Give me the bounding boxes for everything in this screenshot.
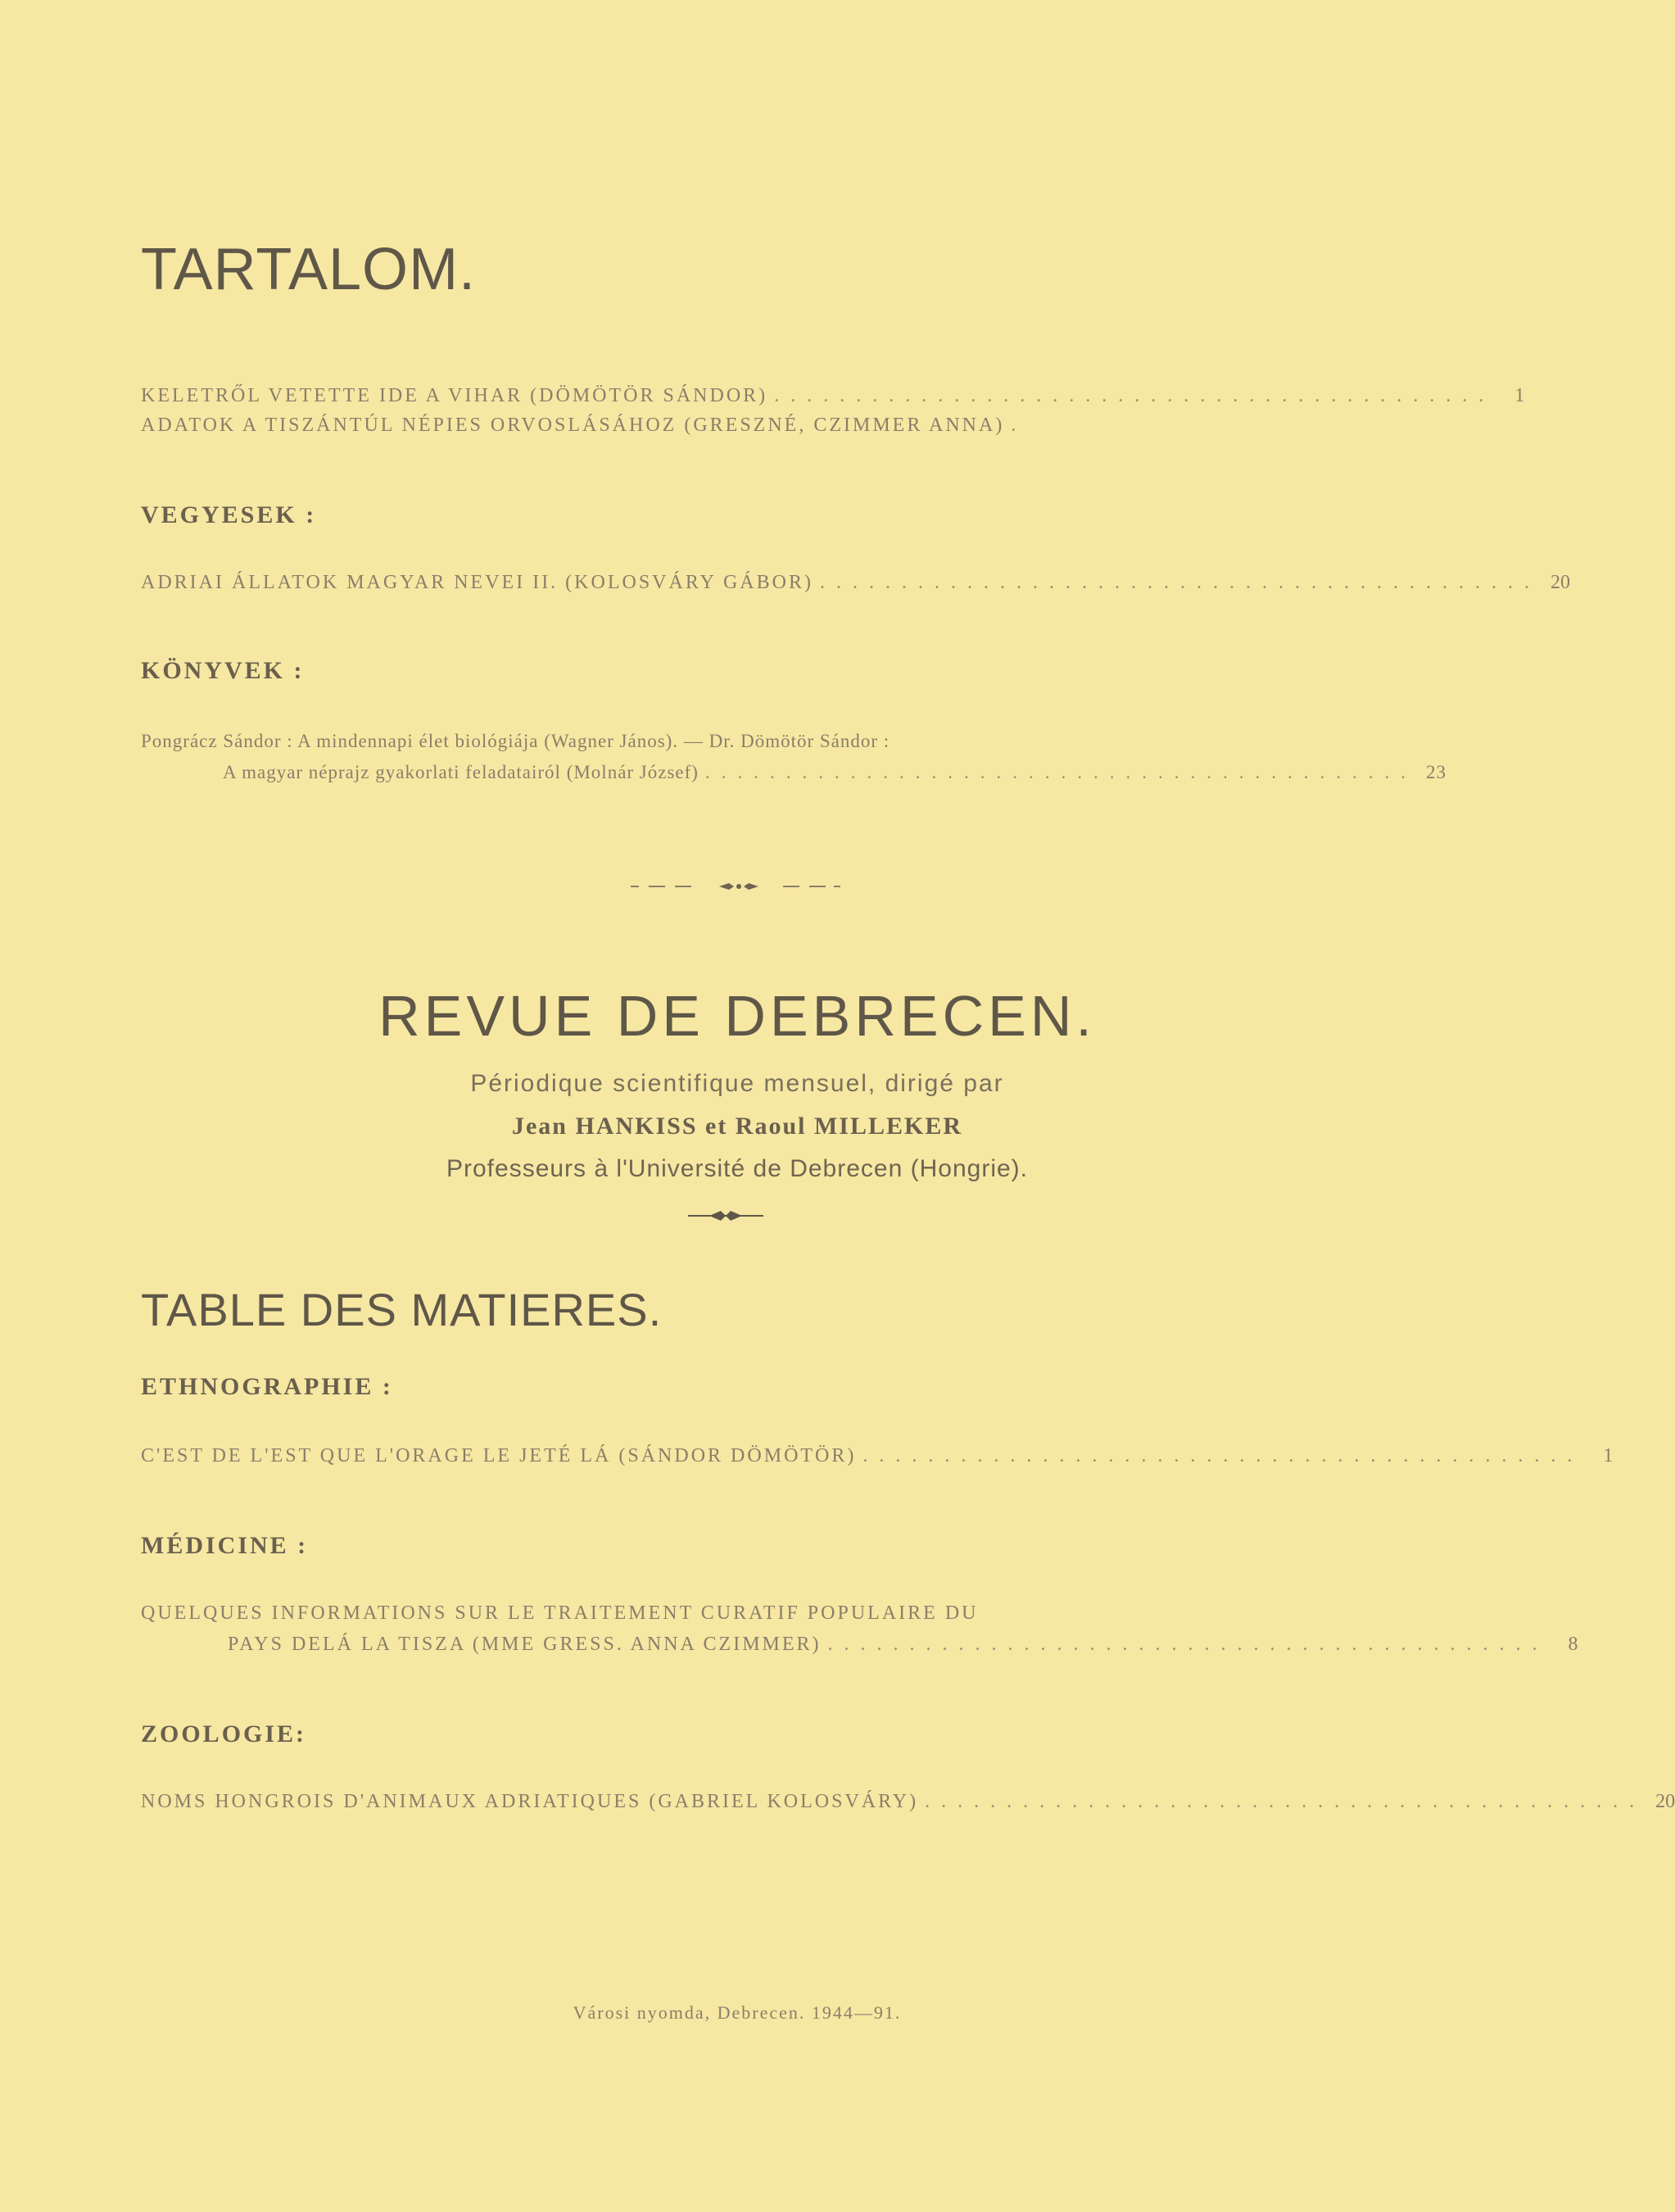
toc-entry [141, 572, 1570, 594]
toc-entry-text: QUELQUES INFORMATIONS SUR LE TRAITEMENT CURATIF POPULAIRE DU [141, 1602, 979, 1624]
section-label-zoologie: ZOOLOGIE: [141, 1720, 307, 1747]
book-entry-text: A magyar néprajz gyakorlati feladatairól (Molnár József) [223, 762, 699, 782]
book-entry-text: Pongrácz Sándor : A mindennapi élet biológiája (Wagner János). — Dr. Dömötör Sándor : [141, 731, 890, 751]
toc-entry-text: C'EST DE L'EST QUE L'ORAGE LE JETÉ LÁ (SÁNDOR DÖMÖTÖR) [141, 1445, 857, 1466]
revue-subtitle: Périodique scientifique mensuel, dirigé par [470, 1070, 1004, 1097]
book-entry [141, 731, 1320, 752]
toc-entry-page: 8 [1568, 1634, 1578, 1655]
ornament-divider [622, 877, 852, 896]
revue-professors: Professeurs à l'Université de Debrecen (Hongrie). [446, 1155, 1028, 1182]
toc-entry [141, 1791, 1675, 1813]
table-des-matieres-heading: TABLE DES MATIERES. [141, 1284, 663, 1335]
section-label-konyvek: KÖNYVEK : [141, 657, 305, 684]
toc-entry [141, 385, 1525, 407]
toc-entry-text: NOMS HONGROIS D'ANIMAUX ADRIATIQUES (GABRIEL KOLOSVÁRY) [141, 1791, 919, 1812]
toc-entry [141, 415, 1320, 437]
section-label-medicine: MÉDICINE : [141, 1532, 309, 1559]
toc-entry-text: ADRIAI ÁLLATOK MAGYAR NEVEI II. (KOLOSVÁRY GÁBOR) [141, 572, 813, 593]
book-entry-page: 23 [1425, 762, 1446, 782]
toc-entry-page: 1 [1514, 385, 1525, 406]
toc-entry-text: KELETRŐL VETETTE IDE A VIHAR (DÖMÖTÖR SÁNDOR) [141, 385, 768, 406]
leader-dots: . [1011, 415, 1028, 436]
leader-dots: ............................................ [827, 1634, 1549, 1655]
toc-entry-text: PAYS DELÁ LA TISZA (MME GRESS. ANNA CZIMMER) [228, 1634, 822, 1655]
toc-entry-text: ADATOK A TISZÁNTÚL NÉPIES ORVOSLÁSÁHOZ (GRESZNÉ, CZIMMER ANNA) [141, 415, 1005, 436]
section-label-ethnographie: ETHNOGRAPHIE : [141, 1373, 393, 1400]
revue-editors: Jean HANKISS et Raoul MILLEKER [511, 1113, 963, 1140]
revue-title: REVUE DE DEBRECEN. [378, 984, 1096, 1048]
leader-dots: ............................................ [774, 385, 1496, 406]
toc-entry [141, 1445, 1614, 1467]
toc-entry-page: 20 [1655, 1791, 1675, 1812]
toc-entry-page: 20 [1550, 572, 1570, 593]
toc-entry [141, 1602, 1320, 1625]
book-entry [223, 762, 1446, 783]
leader-dots: ............................................ [819, 572, 1541, 593]
leader-dots: ............................................ [704, 762, 1417, 782]
leader-dots: ............................................ [925, 1791, 1646, 1812]
tartalom-heading: TARTALOM. [141, 237, 477, 302]
section-label-vegyesek: VEGYESEK : [141, 501, 317, 528]
toc-entry-page: 1 [1603, 1445, 1614, 1466]
toc-entry [228, 1634, 1578, 1656]
ornament-small [685, 1208, 767, 1224]
leader-dots: ............................................ [862, 1445, 1584, 1466]
printer-imprint: Városi nyomda, Debrecen. 1944—91. [573, 2002, 902, 2023]
